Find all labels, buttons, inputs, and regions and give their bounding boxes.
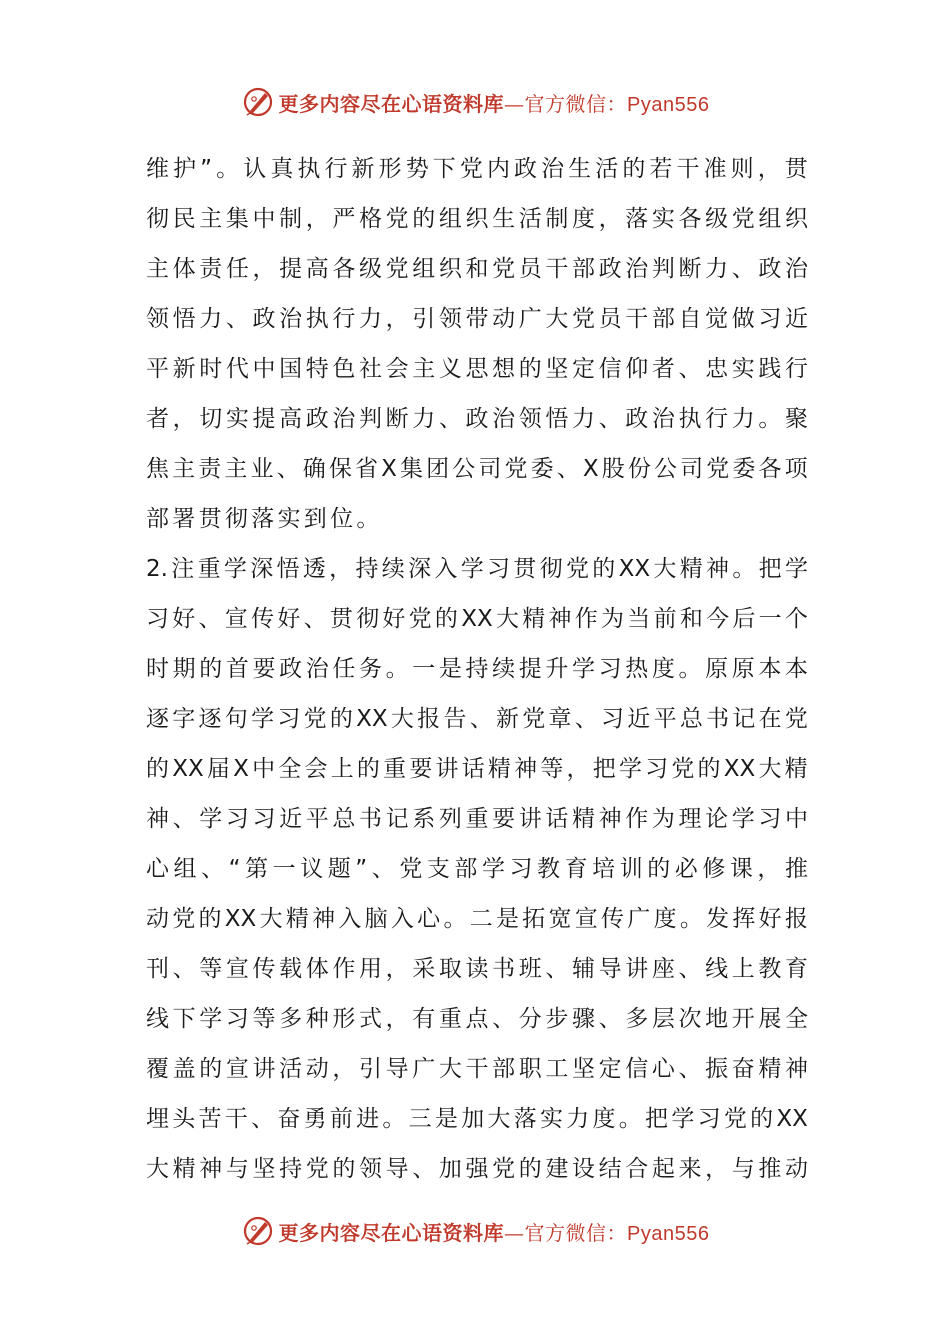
header-banner-text: [279, 88, 710, 117]
body-line: 彻 民 主 集 中 制 ， 严 格 党 的 组 织 生 活 制 度 ， 落 实 各 级 党 组 织: [146, 206, 808, 232]
body-line: 大 精 神 与 坚 持 党 的 领 导 、 加 强 党 的 建 设 结 合 起 来 ， 与 推 动: [146, 1156, 808, 1182]
footer-banner: [0, 1211, 950, 1251]
footer-wechat-label: 官方微信：: [524, 1220, 628, 1245]
body-line: 维 护 ” 。 认 真 执 行 新 形 势 下 党 内 政 治 生 活 的 若 干 准 则 ， 贯: [146, 156, 808, 182]
quill-seal-icon: [241, 1214, 275, 1248]
body-line: 逐 字 逐 句 学 习 党 的 XX 大 报 告 、 新 党 章 、 习 近 平 总 书 记 在 党: [146, 706, 808, 732]
body-line: 习 好 、 宣 传 好 、 贯 彻 好 党 的 XX 大 精 神 作 为 当 前 和 今 后 一 个: [146, 606, 808, 632]
body-line: 主 体 责 任 ， 提 高 各 级 党 组 织 和 党 员 干 部 政 治 判 断 力 、 政 治: [146, 256, 808, 282]
footer-dash: —: [504, 1220, 525, 1245]
header-brand: 更多内容尽在心语资料库: [278, 91, 505, 116]
body-line: 2. 注 重 学 深 悟 透 ， 持 续 深 入 学 习 贯 彻 党 的 XX 大 精 神 。 把 学: [146, 556, 808, 582]
body-line: 覆 盖 的 宣 讲 活 动 ， 引 导 广 大 干 部 职 工 坚 定 信 心 、 振 奋 精 神: [146, 1056, 808, 1082]
quill-seal-icon: [241, 85, 275, 119]
body-line: 者 ， 切 实 提 高 政 治 判 断 力 、 政 治 领 悟 力 、 政 治 执 行 力 。 聚: [146, 406, 808, 432]
body-line: 的 XX 届 X 中 全 会 上 的 重 要 讲 话 精 神 等 ， 把 学 习 党 的 XX 大 精: [146, 756, 808, 782]
body-line: 刊 、 等 宣 传 载 体 作 用 ， 采 取 读 书 班 、 辅 导 讲 座 、 线 上 教 育: [146, 956, 808, 982]
footer-wechat-id: Pyan556: [627, 1222, 710, 1245]
body-line: 线 下 学 习 等 多 种 形 式 ， 有 重 点 、 分 步 骤 、 多 层 次 地 开 展 全: [146, 1006, 808, 1032]
body-line: 动 党 的 XX 大 精 神 入 脑 入 心 。 二 是 拓 宽 宣 传 广 度 。 发 挥 好 报: [146, 906, 808, 932]
header-dash: —: [504, 91, 525, 116]
header-wechat-label: 官方微信：: [524, 91, 628, 116]
header-wechat-id: Pyan556: [627, 93, 710, 116]
body-line: 焦 主 责 主 业 、 确 保 省 X 集 团 公 司 党 委 、 X 股 份 公 司 党 委 各 项: [146, 456, 808, 482]
footer-brand: 更多内容尽在心语资料库: [278, 1220, 505, 1245]
body-line: 部署贯彻落实到位。: [146, 506, 383, 532]
body-line: 领 悟 力 、 政 治 执 行 力 ， 引 领 带 动 广 大 党 员 干 部 自 觉 做 习 近: [146, 306, 808, 332]
body-line: 平 新 时 代 中 国 特 色 社 会 主 义 思 想 的 坚 定 信 仰 者 、 忠 实 践 行: [146, 356, 808, 382]
body-line: 埋 头 苦 干 、 奋 勇 前 进 。 三 是 加 大 落 实 力 度 。 把 学 习 党 的 XX: [146, 1106, 808, 1132]
body-line: 时 期 的 首 要 政 治 任 务 。 一 是 持 续 提 升 学 习 热 度 。 原 原 本 本: [146, 656, 808, 682]
header-banner: [0, 82, 950, 122]
body-line: 神 、 学 习 习 近 平 总 书 记 系 列 重 要 讲 话 精 神 作 为 理 论 学 习 中: [146, 806, 808, 832]
document-body: [146, 144, 808, 1194]
footer-banner-text: [279, 1217, 710, 1246]
body-line: 心 组 、 “ 第 一 议 题 ” 、 党 支 部 学 习 教 育 培 训 的 必 修 课 ， 推: [146, 856, 808, 882]
